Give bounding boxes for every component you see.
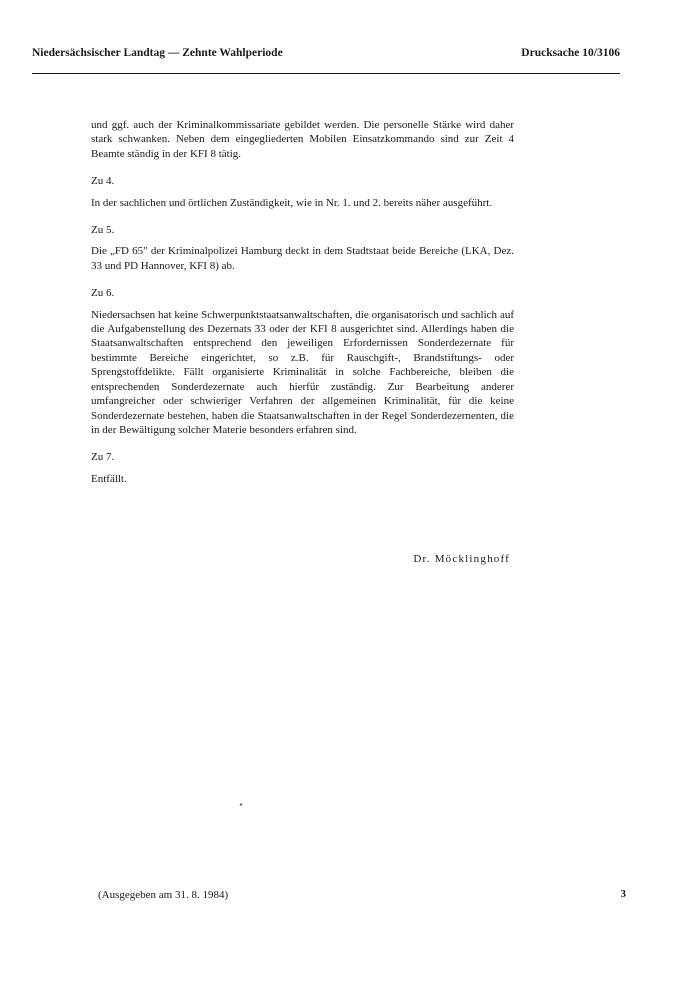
- signature: Dr. Möcklinghoff: [413, 553, 510, 565]
- issue-date: (Ausgegeben am 31. 8. 1984): [98, 889, 229, 901]
- scan-mark: [239, 803, 242, 807]
- section-heading-4: Zu 4.: [91, 175, 115, 188]
- section-text-4: In der sachlichen und örtlichen Zuständigkeit, wie in Nr. 1. und 2. bereits näher ausgeführt.: [91, 196, 493, 209]
- section-text-7: Entfällt.: [91, 472, 127, 485]
- header-title: Niedersächsischer Landtag — Zehnte Wahlperiode: [32, 47, 283, 59]
- page-header: [32, 47, 620, 69]
- intro-paragraph: und ggf. auch der Kriminalkommissariate gebildet werden. Die personelle Stärke wird daher stark schwanken. Neben dem eingegliederten Mobilen Einsatzkommando sind zur Zeit 4 Beamte ständig in der KFI 8 tätig.: [91, 119, 514, 160]
- section-text-6: Niedersachsen hat keine Schwerpunktstaatsanwaltschaften, die organisatorisch und sachlich auf die Aufgabenstellung des Dezernats 33 oder der KFI 8 ausgerichtet sind. Allerdings haben die Staatsanwaltschaften entsprechend den jeweiligen Erfordernissen Sonderdezernate für bestimmte Bereiche eingerichtet, so z.B. für Rauschgift-, Brandstiftungs- oder Sprengstoffdelikte. Fällt organisierte Kriminalität in solche Fachbereiche, bleiben die entsprechenden Sonderdezernate auch hierfür zuständig. Zur Bearbeitung anderer umfangreicher oder schwieriger Verfahren der allgemeinen Kriminalität, für die keine Sonderdezernate bestehen, haben die Staatsanwaltschaften in der Regel Sonderdezernenten, die in der Bewältigung solcher Materie besonders erfahren sind.: [91, 308, 514, 436]
- page-number: 3: [620, 888, 626, 900]
- section-text-5: Die „FD 65" der Kriminalpolizei Hamburg deckt in dem Stadtstaat beide Bereiche (LKA, Dez. 33 und PD Hannover, KFI 8) ab.: [91, 245, 514, 272]
- document-body: [91, 118, 514, 499]
- document-number: Drucksache 10/3106: [521, 47, 620, 59]
- section-heading-7: Zu 7.: [91, 451, 115, 464]
- section-heading-5: Zu 5.: [91, 224, 115, 237]
- section-heading-6: Zu 6.: [91, 287, 115, 300]
- header-divider: [32, 73, 620, 74]
